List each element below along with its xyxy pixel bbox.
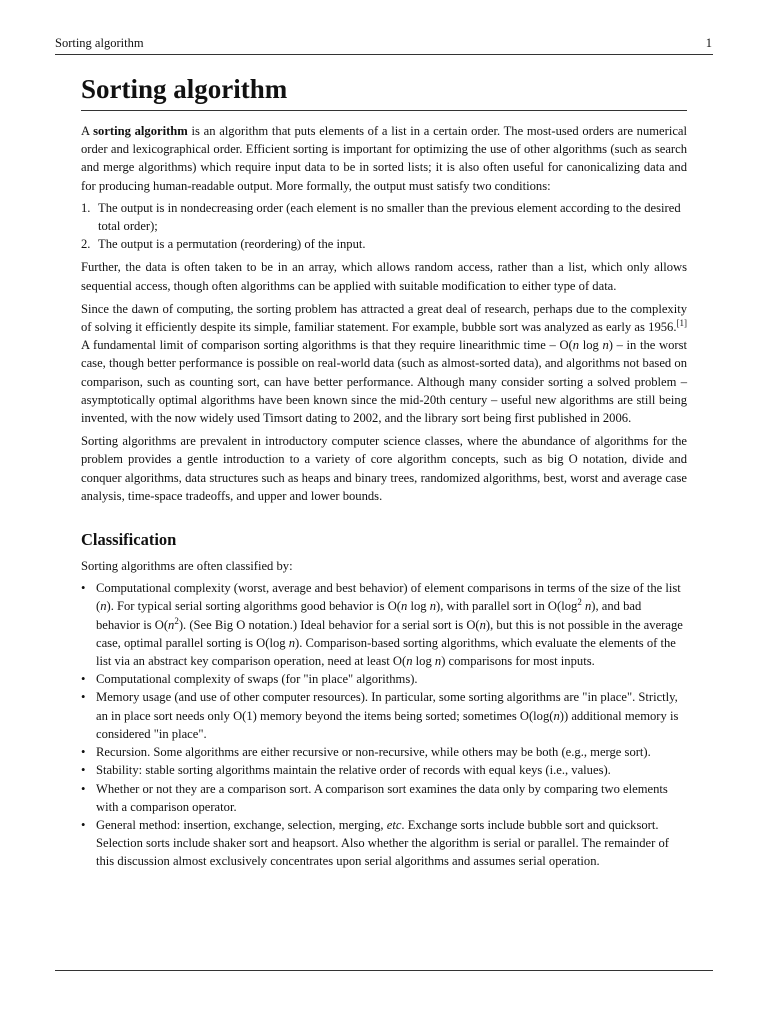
list-item: • Whether or not they are a comparison sort. A comparison sort examines the data only by comparing two elements with a comparison operator. (81, 781, 668, 814)
bullet-icon: • (81, 817, 86, 832)
running-header (55, 36, 713, 55)
list-item: • Memory usage (and use of other computer resources). In particular, some sorting algorithms are "in place". Strictly, an in place sort needs only O(1) memory beyond the items being sorted; sometimes O(log(n)) additional memory is considered "in place". (81, 690, 679, 741)
bullet-icon: • (81, 745, 86, 760)
list-item: • Stability: stable sorting algorithms maintain the relative order of records with equal keys (i.e., values). (81, 761, 687, 779)
classification-list (81, 579, 687, 870)
list-item: 1. The output is in nondecreasing order (each element is no smaller than the previous element according to the desired total order); (81, 200, 681, 234)
article-title: Sorting algorithm (81, 72, 687, 111)
list-item: • Recursion. Some algorithms are either recursive or non-recursive, while others may be both (e.g., merge sort). (81, 743, 687, 761)
article-body (81, 72, 687, 871)
bold-term: sorting algorithm (93, 124, 188, 138)
list-item: • General method: insertion, exchange, selection, merging, etc. Exchange sorts include bubble sort and quicksort. Selection sorts include shaker sort and heapsort. Also whether the algorithm is serial or parallel. The remainder of this discussion almost exclusively concentrates upon serial algorithms and assumes serial operation. (81, 817, 669, 869)
bullet-icon: • (81, 763, 86, 778)
bullet-icon: • (81, 690, 86, 705)
list-item: • Computational complexity of swaps (for "in place" algorithms). (81, 670, 687, 688)
section-heading-classification: Classification (81, 530, 177, 550)
page-number: 1 (705, 36, 712, 50)
bullet-icon: • (81, 781, 86, 796)
classification-intro: Sorting algorithms are often classified by: (81, 559, 293, 574)
conditions-list (81, 199, 687, 254)
intro-paragraph: A sorting algorithm is an algorithm that puts elements of a list in a certain order. The most-used orders are numerical order and lexicographical order. Efficient sorting is important for optimizing the use of other algorithms (such as search and merge algorithms) which require input data to be in sorted lists; it is also often useful for canonicalizing data and for producing human-readable output. More formally, the output must satisfy two conditions: (81, 124, 687, 193)
footer-rule (55, 970, 713, 971)
list-item: 2. The output is a permutation (reordering) of the input. (81, 237, 366, 252)
history-paragraph: Since the dawn of computing, the sorting problem has attracted a great deal of research, perhaps due to the complexity of solving it efficiently despite its simple, familiar statement. For example, bubble sort was analyzed as early as 1956.[1] A fundamental limit of comparison sorting algorithms is that they require linearithmic time – O(n log n) – in the worst case, though better performance is possible on real-world data (such as almost-sorted data), and algorithms not based on comparison, such as counting sort, can have better performance. Although many consider sorting a solved problem – asymptotically optimal algorithms have been known since the mid-20th century – useful new algorithms are still being invented, with the now widely used Timsort dating to 2002, and the library sort being first published in 2006. (81, 301, 687, 426)
bullet-icon: • (81, 672, 86, 687)
education-paragraph: Sorting algorithms are prevalent in introductory computer science classes, where the abundance of algorithms for the problem provides a gentle introduction to a variety of core algorithm concepts, such as big O notation, divide and conquer algorithms, data structures such as heaps and binary trees, randomized algorithms, best, worst and average case analysis, time-space tradeoffs, and upper and lower bounds. (81, 434, 687, 503)
list-item: • Computational complexity (worst, average and best behavior) of element comparisons in terms of the size of the list (n). For typical serial sorting algorithms good behavior is O(n log n), with parallel sort in $O(\log^2$ n), and bad behavior is $O(n^2)$. (See Big O notation.) Ideal behavior for a serial sort is O(n), but this is not possible in the average case, optimal parallel sorting is O(log n). Comparison-based sorting algorithms, which evaluate the elements of the list via an abstract key comparison operation, need at least O(n log n) comparisons for most inputs. (81, 581, 683, 669)
bullet-icon: • (81, 581, 86, 596)
citation-link[interactable]: [1] (676, 318, 687, 329)
running-header-title: Sorting algorithm (55, 36, 144, 50)
array-paragraph: Further, the data is often taken to be in an array, which allows random access, rather than a list, which only allows sequential access, though often algorithms can be applied with suitable modification to either type of data. (81, 260, 687, 293)
